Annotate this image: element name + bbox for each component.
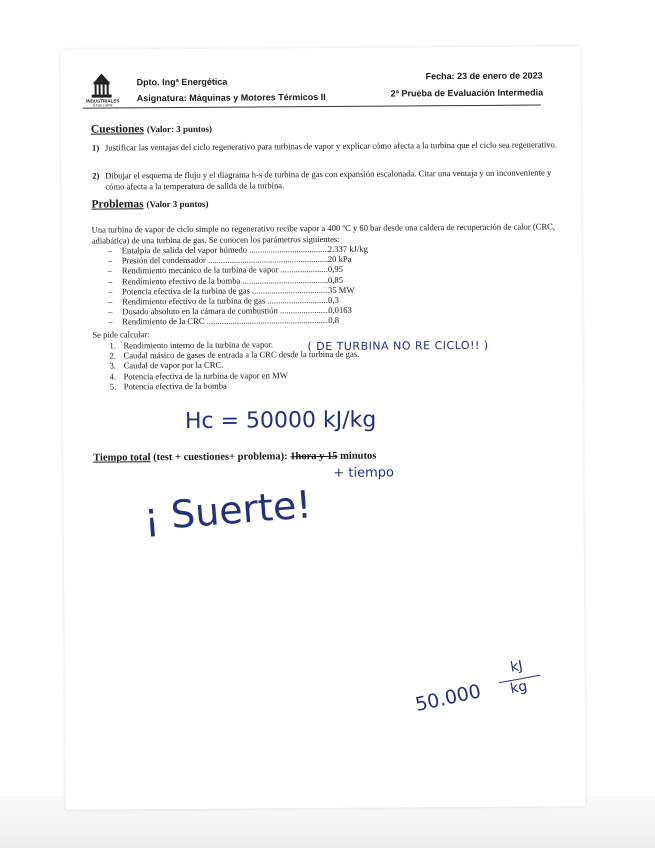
parameter-label: Rendimiento de la CRC .....: [122, 315, 328, 327]
unit-denominator: kg: [508, 678, 529, 698]
question-number: 2): [92, 170, 100, 181]
problem-intro: Una turbina de vapor de ciclo simple no regenerativo recibe vapor a 400 ºC y 60 bar desde una caldera de recuperación de calor (CRC, adiabática) de una turbina de gas. Se conocen los parámetros siguientes:: [91, 221, 556, 246]
handwritten-hc: Hc = 50000 kJ/kg: [184, 407, 377, 434]
task-text: Caudal másico de gases de entrada a la CRC desde la turbina de gas.: [123, 348, 360, 361]
parameter-row: – Potencia efectiva de la turbina de gas ..... 35 MW: [108, 284, 368, 296]
parameter-value: 0,95: [327, 264, 343, 275]
cuestiones-value: (Valor: 3 puntos): [146, 123, 213, 135]
tiempo-struck: 1hora y 15: [290, 450, 338, 463]
cuestiones-title: Cuestiones: [90, 123, 144, 136]
parameter-value: 20 kPa: [327, 254, 352, 265]
parameter-value: 0,3: [328, 294, 339, 305]
se-pide: Se pide calcular:: [92, 329, 150, 340]
parameter-row: – Dosado absoluto en la cámara de combustión ..... 0,0163: [108, 305, 368, 317]
handwritten-bottom-unit: [493, 655, 544, 704]
handwritten-suerte: ¡ Suerte!: [142, 482, 314, 540]
task-text: Potencia efectiva de la bomba: [123, 380, 227, 392]
parameter-row: – Rendimiento efectivo de la turbina de gas ..... 0,3: [108, 295, 368, 307]
question-1: [92, 139, 562, 153]
parameter-value: 0,85: [327, 274, 344, 285]
exam-date: Fecha: 23 de enero de 2023: [425, 70, 543, 82]
problemas-value: (Valor 3 puntos): [146, 198, 209, 210]
parameter-value: 2.337 kJ/kg: [327, 243, 368, 254]
parameter-label: Rendimiento mecánico de la turbina de vapor .....: [122, 264, 328, 276]
exam-title: 2ª Prueba de Evaluación Intermedia: [390, 87, 544, 99]
unit-numerator: kJ: [509, 657, 525, 676]
question-2: [92, 167, 562, 191]
parameter-label: Entalpía de salida del vapor húmedo .....: [122, 244, 328, 256]
parameter-row: – Rendimiento mecánico de la turbina de vapor ..... 0,95: [108, 264, 368, 276]
logo-subtext: ETSII | UPM: [93, 103, 113, 108]
question-text: Dibujar el esquema de flujo y el diagrama h-s de turbina de gas con expansión escalonada. Citar una ventaja y un inconveniente y cómo afecta a la temperatura de salida de la turbina.: [105, 167, 552, 192]
tiempo-label: Tiempo total: [93, 452, 151, 464]
parameter-list: [108, 244, 369, 327]
tiempo-after: minutos: [337, 450, 377, 462]
parameter-value: 0,8: [328, 315, 340, 326]
header-rule: [83, 104, 541, 108]
task-number: 4.: [109, 371, 117, 382]
logo-text: INDUSTRIALES: [86, 98, 120, 104]
department: Dpto. Ingª Energética: [136, 76, 228, 88]
subject: Asignatura: Máquinas y Motores Térmicos II: [136, 91, 326, 104]
parameter-row: – Rendimiento de la CRC ..... 0,8: [108, 315, 368, 327]
task-text: Potencia efectiva de la turbina de vapor en MW: [123, 369, 288, 381]
task-item: [110, 380, 360, 392]
handwritten-bottom-number: 50.000: [413, 680, 483, 717]
parameter-row: – Presión del condensador ..... 20 kPa: [108, 254, 368, 266]
problemas-title: Problemas: [91, 198, 144, 211]
problemas-heading: [91, 198, 208, 211]
parameter-row: – Rendimiento efectivo de la bomba ..... 0,85: [108, 274, 368, 286]
task-text: Caudal de vapor por la CRC.: [123, 360, 224, 371]
parameter-label: Presión del condensador .....: [122, 254, 328, 266]
handwritten-note-turbina: ( DE TURBINA NO RE CICLO!! ): [307, 338, 489, 354]
parameter-label: Dosado absoluto en la cámara de combustión .....: [122, 305, 328, 317]
task-text: Rendimiento interno de la turbina de vapor.: [123, 339, 274, 351]
parameter-label: Potencia efectiva de la turbina de gas .....: [122, 285, 328, 297]
parameter-row: – Entalpía de salida del vapor húmedo ..... 2.337 kJ/kg: [108, 244, 368, 256]
tiempo-rest: (test + cuestiones+ problema):: [150, 451, 288, 464]
parameter-label: Rendimiento efectivo de la turbina de gas .....: [122, 295, 328, 307]
question-text: Justificar las ventajas del ciclo regenerativo para turbinas de vapor y explicar cómo afecta a la turbina que el ciclo sea regenerativo.: [105, 139, 557, 153]
parameter-value: 35 MW: [328, 284, 355, 295]
task-number: 5.: [109, 381, 117, 392]
parameter-value: 0,0163: [328, 305, 352, 316]
task-number: 3.: [109, 360, 117, 371]
cuestiones-heading: [91, 123, 212, 136]
parameter-label: Rendimiento efectivo de la bomba .....: [122, 275, 328, 287]
exam-sheet: [60, 46, 585, 810]
handwritten-mas-tiempo: + tiempo: [333, 465, 394, 481]
tiempo-total: [93, 451, 376, 464]
task-number: 1.: [109, 340, 116, 351]
task-number: 2.: [109, 350, 116, 361]
question-number: 1): [92, 142, 100, 153]
